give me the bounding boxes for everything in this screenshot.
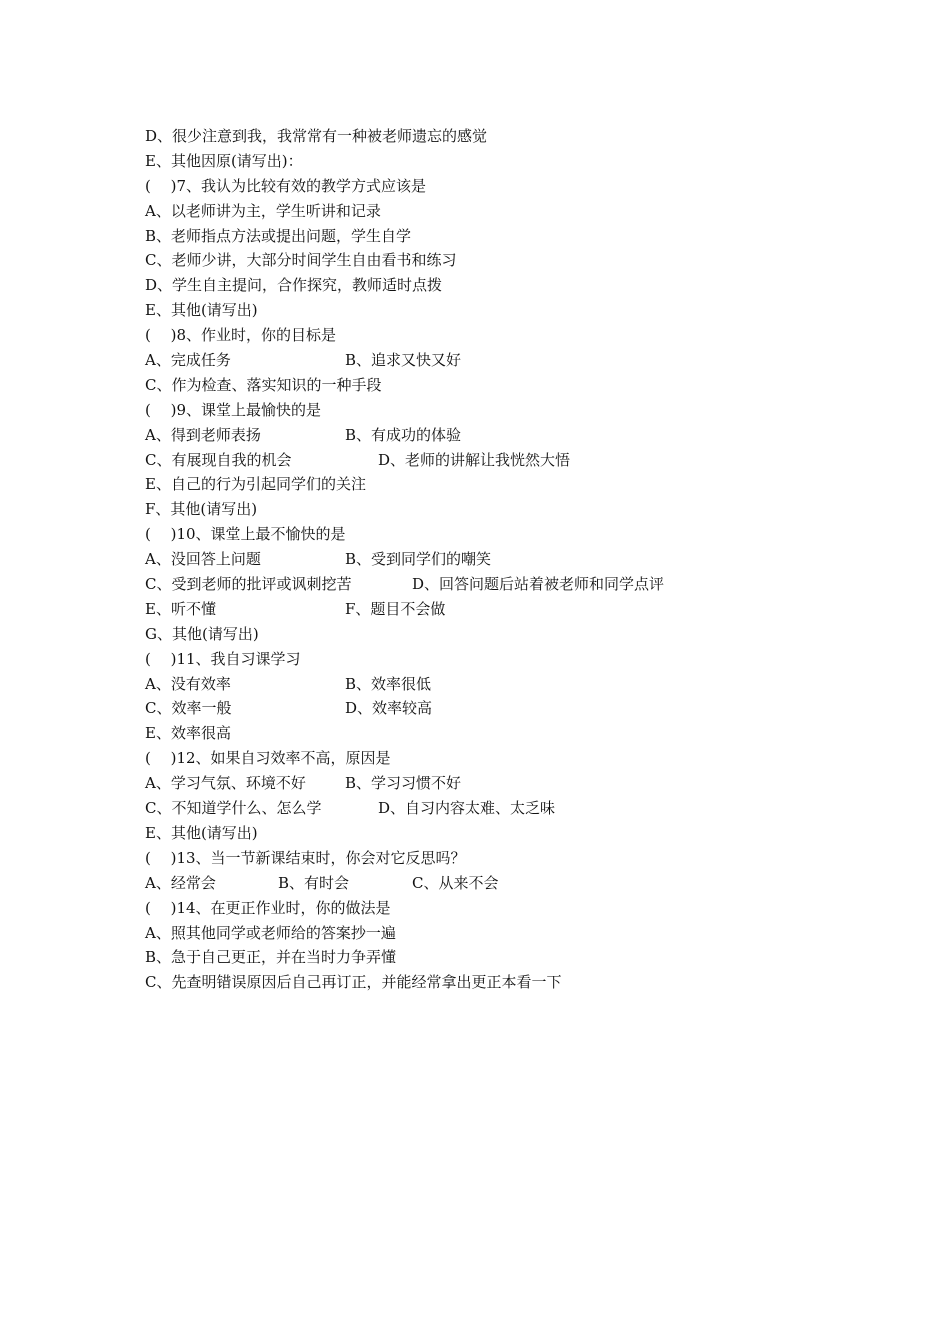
option: B、有时会 bbox=[278, 873, 350, 892]
questionnaire-body bbox=[145, 124, 845, 995]
text-line: C、作为检查、落实知识的一种手段 bbox=[145, 375, 382, 394]
option: A、经常会 bbox=[145, 873, 216, 892]
text-line: C、先查明错误原因后自己再订正，并能经常拿出更正本看一下 bbox=[145, 973, 562, 992]
option: A、完成任务 bbox=[145, 351, 231, 370]
option: B、效率很低 bbox=[345, 674, 432, 693]
text-line: E、自己的行为引起同学们的关注 bbox=[145, 475, 366, 494]
text-line: F、其他(请写出) bbox=[145, 500, 258, 519]
option: E、听不懂 bbox=[145, 599, 216, 618]
text-line: A、照其他同学或老师给的答案抄一遍 bbox=[145, 923, 396, 942]
option-row bbox=[145, 572, 845, 597]
option: B、有成功的体验 bbox=[345, 425, 462, 444]
option-row bbox=[145, 448, 845, 473]
text-line: A、以老师讲为主，学生听讲和记录 bbox=[145, 201, 381, 220]
option: C、不知道学什么、怎么学 bbox=[145, 799, 322, 818]
option: A、得到老师表扬 bbox=[145, 425, 261, 444]
text-line: B、老师指点方法或提出问题，学生自学 bbox=[145, 226, 412, 245]
option: A、没有效率 bbox=[145, 674, 231, 693]
option: B、追求又快又好 bbox=[345, 351, 462, 370]
option-row bbox=[145, 597, 845, 622]
question-9: ( )9、课堂上最愉快的是 bbox=[145, 400, 322, 419]
text-line: B、急于自己更正，并在当时力争弄懂 bbox=[145, 948, 397, 967]
option-row bbox=[145, 871, 845, 896]
question-11: ( )11、我自习课学习 bbox=[145, 649, 301, 668]
option-row bbox=[145, 771, 845, 796]
question-14: ( )14、在更正作业时，你的做法是 bbox=[145, 898, 391, 917]
option-row bbox=[145, 423, 845, 448]
text-line: G、其他(请写出) bbox=[145, 624, 259, 643]
option: D、效率较高 bbox=[345, 699, 433, 718]
option: B、受到同学们的嘲笑 bbox=[345, 550, 492, 569]
question-10: ( )10、课堂上最不愉快的是 bbox=[145, 525, 346, 544]
option: C、有展现自我的机会 bbox=[145, 450, 292, 469]
question-7: ( )7、我认为比较有效的教学方式应该是 bbox=[145, 176, 427, 195]
option: D、老师的讲解让我恍然大悟 bbox=[378, 450, 571, 469]
option-row bbox=[145, 696, 845, 721]
option: C、受到老师的批评或讽刺挖苦 bbox=[145, 575, 352, 594]
text-line: E、其他因原(请写出)： bbox=[145, 151, 303, 170]
option: A、没回答上问题 bbox=[145, 550, 261, 569]
text-line: E、其他(请写出) bbox=[145, 301, 258, 320]
question-13: ( )13、当一节新课结束时，你会对它反思吗？ bbox=[145, 848, 466, 867]
option: C、从来不会 bbox=[412, 873, 499, 892]
option: D、自习内容太难、太乏味 bbox=[378, 799, 556, 818]
text-line: D、学生自主提问，合作探究，教师适时点拨 bbox=[145, 276, 443, 295]
question-12: ( )12、如果自习效率不高，原因是 bbox=[145, 749, 391, 768]
option: A、学习气氛、环境不好 bbox=[145, 774, 306, 793]
option-row bbox=[145, 547, 845, 572]
option-row bbox=[145, 348, 845, 373]
option-row bbox=[145, 672, 845, 697]
option-row bbox=[145, 796, 845, 821]
option: C、效率一般 bbox=[145, 699, 232, 718]
option: B、学习习惯不好 bbox=[345, 774, 462, 793]
text-line: D、很少注意到我，我常常有一种被老师遗忘的感觉 bbox=[145, 127, 488, 145]
question-8: ( )8、作业时，你的目标是 bbox=[145, 326, 337, 345]
text-line: C、老师少讲，大部分时间学生自由看书和练习 bbox=[145, 251, 457, 270]
text-line: E、其他(请写出) bbox=[145, 823, 258, 842]
option: F、题目不会做 bbox=[345, 599, 446, 618]
option: D、回答问题后站着被老师和同学点评 bbox=[412, 575, 665, 594]
text-line: E、效率很高 bbox=[145, 724, 231, 743]
